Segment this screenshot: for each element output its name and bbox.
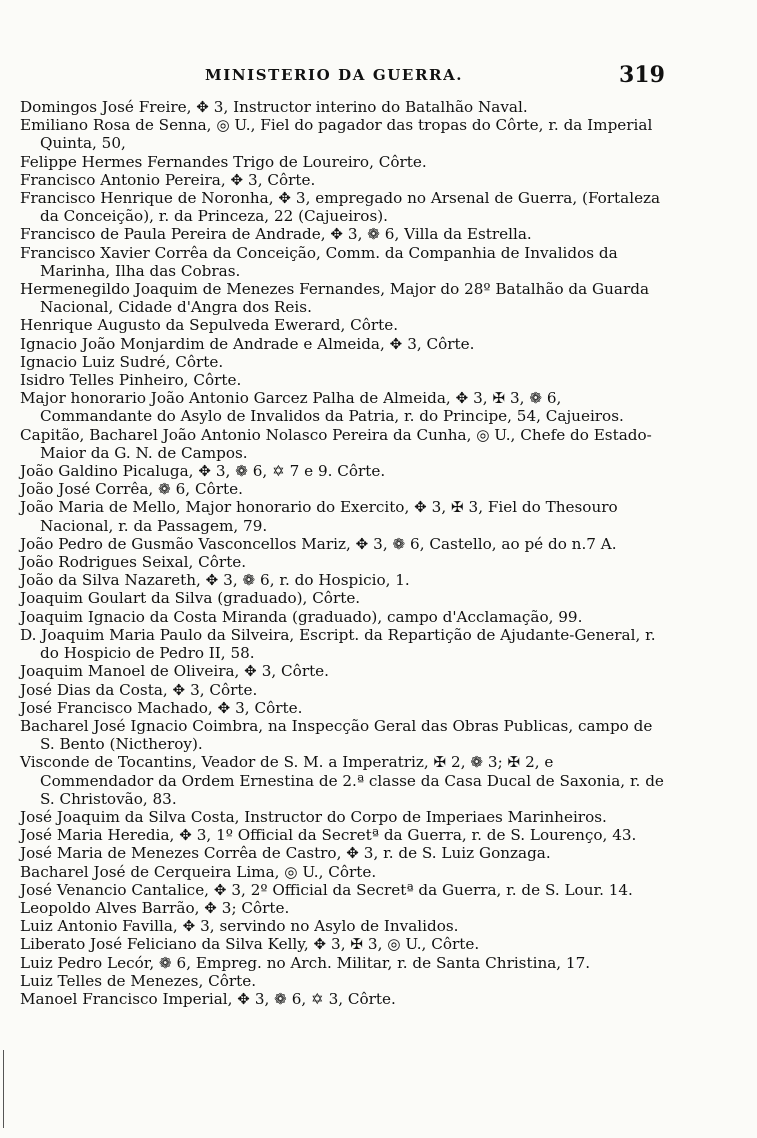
- list-item: Capitão, Bacharel João Antonio Nolasco Pereira da Cunha, ◎ U., Chefe do Estado-Maior da G. N. de Campos.: [20, 425, 652, 462]
- list-item: João Rodrigues Seixal, Côrte.: [20, 553, 247, 572]
- list-item: D. Joaquim Maria Paulo da Silveira, Escript. da Repartição de Ajudante-General, r. do Hospicio de Pedro II, 58.: [20, 625, 656, 663]
- list-item: Bacharel José Ignacio Coimbra, na Inspecção Geral das Obras Publicas, campo de S. Bento (Nictheroy).: [20, 716, 653, 754]
- list-item: Joaquim Goulart da Silva (graduado), Côrte.: [20, 589, 361, 608]
- page-header: [0, 62, 757, 92]
- list-item: Isidro Telles Pinheiro, Côrte.: [20, 371, 242, 390]
- list-item: José Francisco Machado, ✥ 3, Côrte.: [20, 698, 303, 717]
- list-item: João José Corrêa, ❁ 6, Côrte.: [20, 480, 243, 499]
- list-item: Luiz Telles de Menezes, Côrte.: [20, 971, 257, 990]
- list-item: João Pedro de Gusmão Vasconcellos Mariz, ✥ 3, ❁ 6, Castello, ao pé do n.7 A.: [20, 534, 617, 553]
- list-item: José Maria Heredia, ✥ 3, 1º Official da Secretª da Guerra, r. de S. Lourenço, 43.: [20, 826, 637, 845]
- list-item: Luiz Pedro Lecór, ❁ 6, Empreg. no Arch. Militar, r. de Santa Christina, 17.: [20, 953, 591, 972]
- page-title: MINISTERIO DA GUERRA.: [205, 66, 464, 84]
- list-item: Joaquim Manoel de Oliveira, ✥ 3, Côrte.: [20, 662, 329, 681]
- list-item: Liberato José Feliciano da Silva Kelly, ✥ 3, ✠ 3, ◎ U., Côrte.: [20, 935, 480, 954]
- list-item: Luiz Antonio Favilla, ✥ 3, servindo no Asylo de Invalidos.: [20, 917, 459, 936]
- list-item: José Maria de Menezes Corrêa de Castro, ✥ 3, r. de S. Luiz Gonzaga.: [20, 844, 551, 863]
- list-item: João da Silva Nazareth, ✥ 3, ❁ 6, r. do Hospicio, 1.: [20, 571, 410, 590]
- list-item: José Joaquim da Silva Costa, Instructor do Corpo de Imperiaes Marinheiros.: [20, 807, 607, 826]
- list-item: Hermenegildo Joaquim de Menezes Fernandes, Major do 28º Batalhão da Guarda Nacional, Cidade d'Angra dos Reis.: [20, 280, 650, 317]
- list-item: Emiliano Rosa de Senna, ◎ U., Fiel do pagador das tropas do Côrte, r. da Imperial Quinta, 50,: [20, 116, 653, 153]
- page-number: 319: [619, 62, 665, 88]
- list-item: Bacharel José de Cerqueira Lima, ◎ U., Côrte.: [20, 862, 377, 881]
- list-item: Francisco Henrique de Noronha, ✥ 3, empregado no Arsenal de Guerra, (Fortaleza da Conceição), r. da Princeza, 22 (Cajueiros).: [20, 189, 661, 226]
- list-item: Francisco de Paula Pereira de Andrade, ✥ 3, ❁ 6, Villa da Estrella.: [20, 225, 532, 244]
- list-item: João Maria de Mello, Major honorario do Exercito, ✥ 3, ✠ 3, Fiel do Thesouro Nacional, r. da Passagem, 79.: [20, 498, 618, 535]
- list-item: Joaquim Ignacio da Costa Miranda (graduado), campo d'Acclamação, 99.: [20, 607, 583, 626]
- list-item: Leopoldo Alves Barrão, ✥ 3; Côrte.: [20, 898, 290, 917]
- list-item: Francisco Antonio Pereira, ✥ 3, Côrte.: [20, 170, 316, 189]
- list-item: Major honorario João Antonio Garcez Palha de Almeida, ✥ 3, ✠ 3, ❁ 6, Commandante do Asylo de Invalidos da Patria, r. do Principe, 54, Cajueiros.: [20, 389, 624, 426]
- list-item: Francisco Xavier Corrêa da Conceição, Comm. da Companhia de Invalidos da Marinha, Ilha das Cobras.: [20, 243, 618, 280]
- list-item: José Venancio Cantalice, ✥ 3, 2º Official da Secretª da Guerra, r. de S. Lour. 14.: [20, 880, 633, 899]
- list-item: Visconde de Tocantins, Veador de S. M. a Imperatriz, ✠ 2, ❁ 3; ✠ 2, e Commendador da Ordem Ernestina de 2.ª classe da Casa Ducal de Saxonia, r. de S. Christovão, 83.: [20, 753, 664, 808]
- list-item: José Dias da Costa, ✥ 3, Côrte.: [20, 680, 258, 699]
- list-item: Felippe Hermes Fernandes Trigo de Loureiro, Côrte.: [20, 152, 427, 171]
- list-item: João Galdino Picaluga, ✥ 3, ❁ 6, ✡ 7 e 9. Côrte.: [20, 462, 386, 481]
- entry-list: [20, 98, 670, 1008]
- list-item: Domingos José Freire, ✥ 3, Instructor interino do Batalhão Naval.: [20, 98, 528, 116]
- list-item: Manoel Francisco Imperial, ✥ 3, ❁ 6, ✡ 3, Côrte.: [20, 989, 396, 1008]
- list-item: Ignacio Luiz Sudré, Côrte.: [20, 352, 224, 371]
- list-item: Ignacio João Monjardim de Andrade e Almeida, ✥ 3, Côrte.: [20, 334, 475, 353]
- list-item: Henrique Augusto da Sepulveda Ewerard, Côrte.: [20, 316, 399, 335]
- page-edge-line: [3, 1050, 4, 1128]
